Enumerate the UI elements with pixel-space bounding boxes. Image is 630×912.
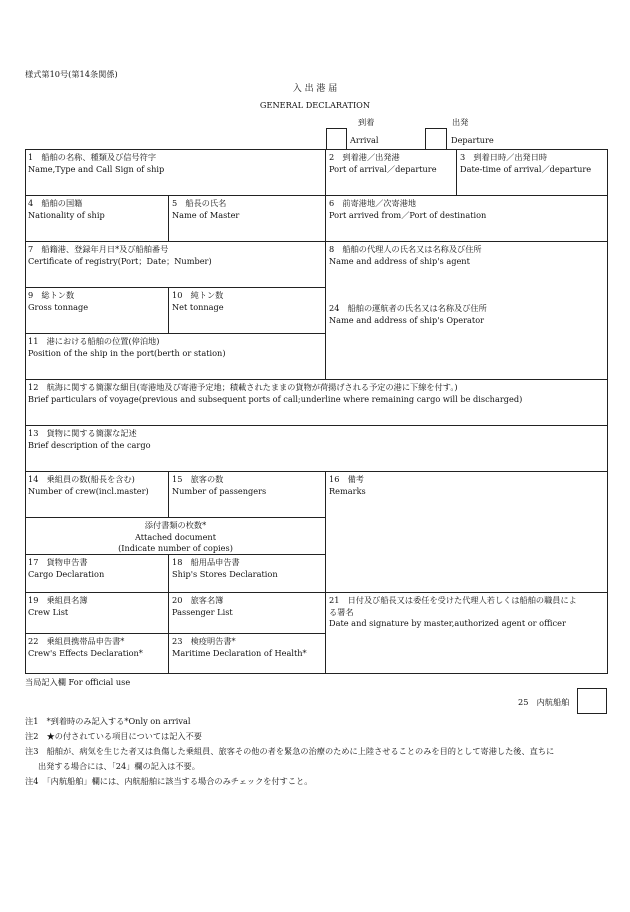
field-7[interactable]: 7 船籍港、登録年月日*及び船舶番号 Certificate of registry(Port；Date；Number)	[28, 244, 212, 266]
field-18[interactable]: 18 船用品申告書 Ship's Stores Declaration	[172, 557, 278, 579]
field-15[interactable]: 15 旅客の数 Number of passengers	[172, 474, 267, 496]
title-en: GENERAL DECLARATION	[259, 100, 371, 110]
field-23[interactable]: 23 検疫明告書* Maritime Declaration of Health*	[172, 636, 307, 658]
field-14[interactable]: 14 乗組員の数(船長を含む) Number of crew(incl.master)	[28, 474, 149, 496]
field-1[interactable]: 1 船舶の名称、種類及び信号符字 Name,Type and Call Sign of ship	[28, 152, 165, 174]
coastal-vessel-checkbox[interactable]	[577, 688, 607, 714]
field-16[interactable]: 16 備考 Remarks	[329, 474, 366, 496]
note-1: 注1 *到着時のみ記入する*Only on arrival	[25, 716, 191, 726]
departure-label-jp: 出発	[452, 117, 469, 127]
field-12[interactable]: 12 航海に関する簡潔な細目(寄港地及び寄港予定地；積載されたままの貨物が荷揚げされる予定の港に下線を付す。) Brief particulars of voyage(previous and subsequent ports of call;underline where remaining cargo will be discharged)	[28, 382, 523, 404]
attached-documents-heading: 添付書類の枚数* Attached document (Indicate number of copies)	[118, 520, 233, 553]
field-24[interactable]: 24 船舶の運航者の氏名又は名称及び住所 Name and address of ship's Operator	[329, 303, 487, 325]
field-4[interactable]: 4 船舶の国籍 Nationality of ship	[28, 198, 105, 220]
arrival-checkbox[interactable]	[326, 128, 347, 150]
departure-label-en: Departure	[451, 135, 494, 145]
arrival-label-jp: 到着	[358, 117, 375, 127]
field-5[interactable]: 5 船長の氏名 Name of Master	[172, 198, 240, 220]
departure-checkbox[interactable]	[425, 128, 447, 150]
arrival-label-en: Arrival	[350, 135, 379, 145]
field-9[interactable]: 9 総トン数 Gross tonnage	[28, 290, 89, 312]
field-8[interactable]: 8 船舶の代理人の氏名又は名称及び住所 Name and address of ship's agent	[329, 244, 482, 266]
field-22[interactable]: 22 乗組員携帯品申告書* Crew's Effects Declaration*	[28, 636, 143, 658]
official-use-label: 当局記入欄 For official use	[25, 677, 131, 687]
field-11[interactable]: 11 港における船舶の位置(停泊地) Position of the ship in the port(berth or station)	[28, 336, 226, 358]
field-13[interactable]: 13 貨物に関する簡潔な記述 Brief description of the cargo	[28, 428, 151, 450]
title-jp: 入 出 港 届	[292, 84, 338, 94]
field-17[interactable]: 17 貨物申告書 Cargo Declaration	[28, 557, 105, 579]
field-21[interactable]: 21 日付及び船長又は委任を受けた代理人若しくは船舶の職員によ る署名 Date and signature by master,authorized agent or officer	[329, 595, 577, 628]
field-19[interactable]: 19 乗組員名簿 Crew List	[28, 595, 88, 617]
note-2: 注2 ★の付されている項目については記入不要	[25, 731, 202, 741]
form-number: 様式第10号(第14条関係)	[25, 69, 118, 79]
field-2[interactable]: 2 到着港／出発港 Port of arrival／departure	[329, 152, 437, 174]
field-25-label: 25 内航船舶	[518, 697, 570, 707]
note-3-continued: 出発する場合には、「24」欄の記入は不要。	[38, 761, 200, 771]
field-20[interactable]: 20 旅客名簿 Passenger List	[172, 595, 233, 617]
field-10[interactable]: 10 純トン数 Net tonnage	[172, 290, 224, 312]
note-4: 注4 「内航船舶」欄には、内航船舶に該当する場合のみチェックを付すこと。	[25, 776, 313, 786]
note-3: 注3 船舶が、病気を生じた者又は負傷した乗組員、旅客その他の者を緊急の治療のために上陸させることのみを目的として寄港した後、直ちに	[25, 746, 555, 756]
field-3[interactable]: 3 到着日時／出発日時 Date-time of arrival／departure	[460, 152, 592, 174]
field-6[interactable]: 6 前寄港地／次寄港地 Port arrived from／Port of destination	[329, 198, 487, 220]
